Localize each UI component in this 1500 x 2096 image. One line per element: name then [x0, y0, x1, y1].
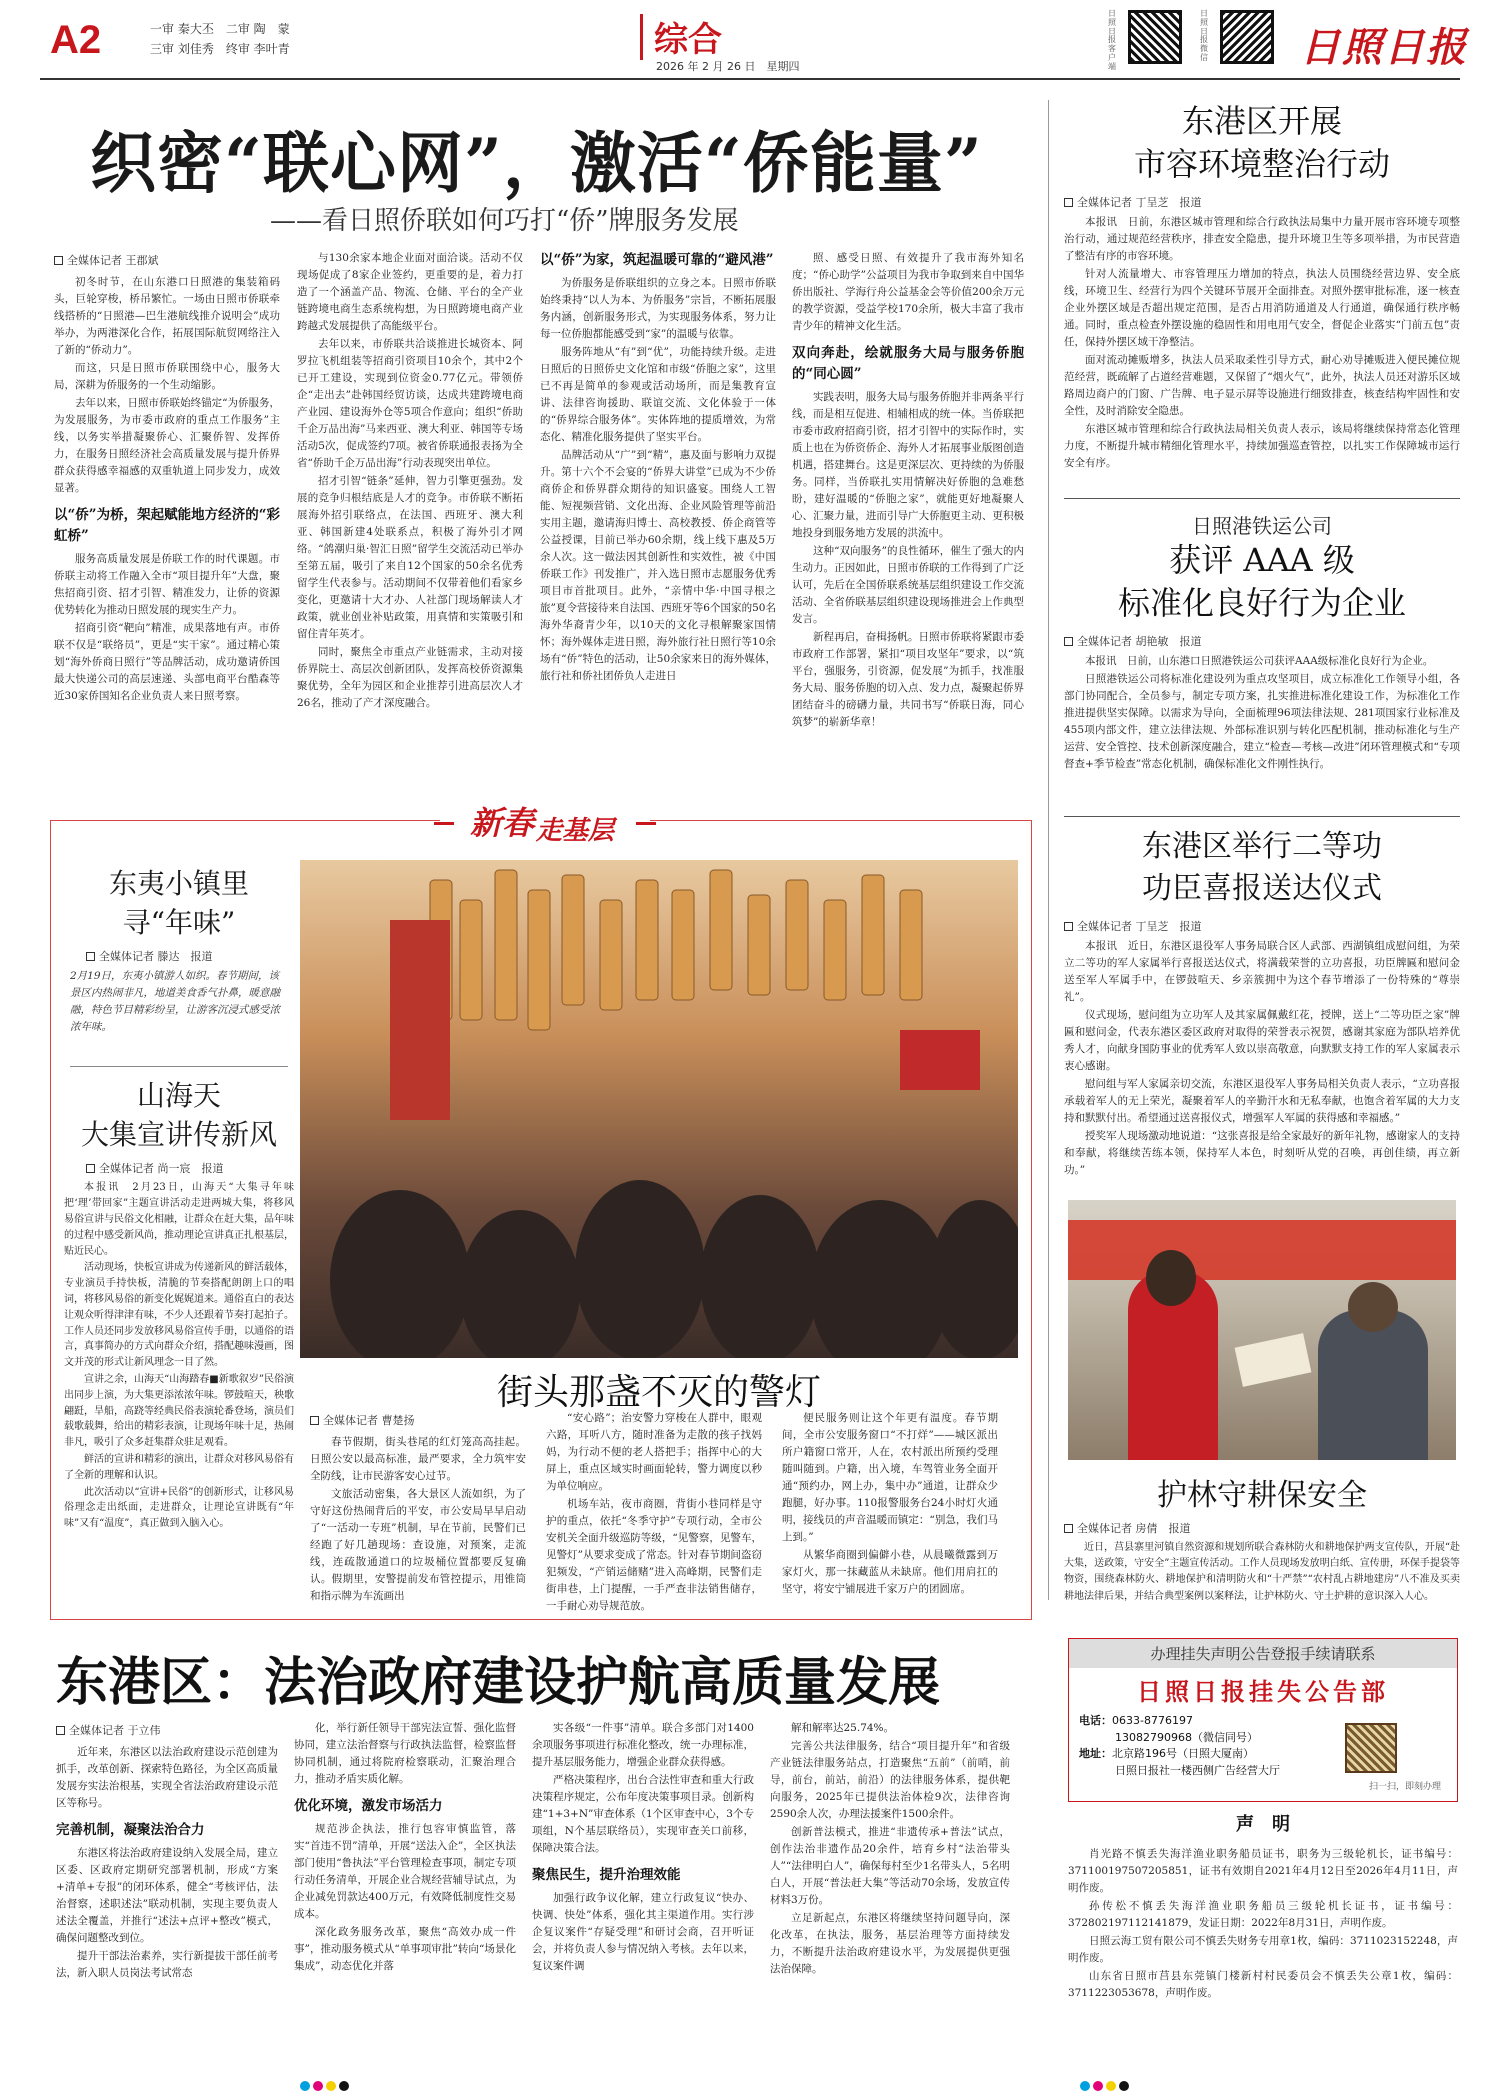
- right-mid-kicker: 日照港铁运公司: [1192, 514, 1332, 538]
- forest-fire-campaign-photo: [1068, 1200, 1456, 1460]
- bottom-col-4: 解和解率达25.74%。 完善公共法律服务，结合“项目提升年”和省级产业链法律服务站点，打造聚焦“五前”（前哨，前导，前台，前站，前沿）的法律服务体系，提供靶向服务，2025年已提供法治体检9次，法律咨询2590余人次，办理法援案件1500余件。 创新普法模式，推进“非遗传承+普法”试点，创作法治非遗作品20余件，培育乡村“法治带头人”“法律明白人”，确保每村至少1名带头人，5名明白人，开展“普法赶大集”等活动70余场，发放宣传材料3万份。 立足新起点，东港区将继续坚持问题导向，深化改革，在执法，服务，基层治理等方面持续发力，不断提升法治政府建设水平，为发展提供更强法治保障。: [770, 1722, 1010, 1975]
- story2-title-1: 山海天: [136, 1079, 221, 1112]
- editors-line-1: 一审 秦大丕 二审 陶 蒙: [150, 22, 290, 36]
- bottom-subhead-2: 优化环境，激发市场活力: [294, 1798, 443, 1814]
- ad-dept: 日照日报挂失公告部: [1137, 1678, 1389, 1706]
- bottom-col-3: 实各级“一件事”清单。联合多部门对1400余项服务事项进行标准化整改，统一办理标准，提升基层服务能力，增强企业群众获得感。 严格决策程序，出台合法性审查和重大行政决策程序规定，公布年度决策事项目录。创新构建“1+3+N”审查体系（1个区审查中心，3个专项组，N个基层联络员），实现审查关口前移，保障决策合法。 聚焦民生，提升治理效能 加强行政争议化解，建立行政复议“快办、快调、快处”体系，强化其主渠道作用。实行涉企复议案件“存疑受理”和研讨会商，召开听证会，并将负责人参与情况纳入考核。去年以来，复议案件调: [532, 1722, 754, 1972]
- story1-title-2: 寻“年味”: [122, 906, 236, 940]
- header-divider: [640, 14, 643, 60]
- story3-col-3: 便民服务则让这个年更有温度。春节期间，全市公安服务窗口“不打烊”——城区派出所户籍窗口常开，人在，农村派出所预约受理随叫随到。户籍，出入境，车驾管业务全面开通“预约办，网上办，集中办”通道，让群众少跑腿，好办事。110报警服务台24小时灯火通明，接线员的声音温暖而镇定：“别急，我们马上到。” 从繁华商圈到偏僻小巷，从晨曦微露到万家灯火，那一抹藏蓝从未缺席。他们用肩扛的坚守，将安宁铺展进千家万户的团圆席。: [782, 1412, 998, 1595]
- story1-divider: [70, 1066, 288, 1067]
- column-divider: [1048, 100, 1049, 1600]
- qr-label-wechat: 日照日报微信: [1200, 9, 1208, 62]
- lead-subhead-3: 双向奔赴，绘就服务大局与服务侨胞的“同心圆”: [792, 345, 1024, 382]
- notice-list: 肖光路不慎丢失海洋渔业职务船员证书，职务为三级轮机长，证书编号：371100197507205851，证书有效期自2021年4月12日至2026年4月11日，声明作废。 孙传松不慎丢失海洋渔业职务船员三级轮机长证书，证书编号：372802197112141879，发证日期：2022年8月31日，声明作废。 日照云海工贸有限公司不慎丢失财务专用章1枚，编码：3711023152248，声明作废。 山东省日照市莒县东莞镇门楼新村村民委员会不慎丢失公章1枚，编码：3711223053678，声明作废。: [1068, 1848, 1458, 1999]
- right-top-title-2: 市容环境整治行动: [1133, 145, 1390, 184]
- photo-person-right-head: [1348, 1282, 1398, 1332]
- lead-subtitle: ——看日照侨联如何巧打“侨”牌服务发展: [270, 206, 739, 236]
- bottom-col-2: 化，举行新任领导干部宪法宣誓、强化监督协同，建立法治督察与行政执法监督，检察监督协同机制，通过将院府检察联动，汇聚治理合力，推动矛盾实质化解。 优化环境，激发市场活力 规范涉企执法，推行包容审慎监管，落实“首违不罚”清单，开展“送法入企”，全区执法部门使用“鲁执法”平台管理检查事项，制定专项行动任务清单，开展企业合规经营辅导试点，为企业减免罚款达400万元，有效降低制度性交易成本。 深化政务服务改革，聚焦“高效办成一件事”，推动服务模式从“单事项审批”转向“场景化集成”，动态优化并落: [294, 1722, 516, 1972]
- right-bot-article: 东港区举行二等功 功臣喜报送达仪式 全媒体记者 丁呈芝 报道 本报讯 近日，东港区退役军人事务局联合区人武部、西湖镇组成慰问组，为荣立二等功的军人家属举行喜报送达仪式，将满载荣誉的立功喜报，功臣牌匾和慰问金送至军人军属手中，在锣鼓喧天、乡亲簇拥中为这个春节增添了一份特殊的“尊崇礼”。 仪式现场，慰问组为立功军人及其家属佩戴红花，授牌，送上“二等功臣之家”牌匾和慰问金，代表东港区委区政府对取得的荣誉表示祝贺，感谢其家庭为部队培养优秀人才，向献身国防事业的优秀军人致以崇高敬意，向默默支持工作的军人家属表示衷心感谢。 慰问组与军人家属亲切交流，东港区退役军人事务局相关负责人表示，“立功喜报承载着军人的无上荣光，凝聚着军人的辛勤汗水和无私奉献，也饱含着军属的大力支持和默默付出。希望通过送喜报仪式，增强军人军属的获得感和幸福感。” 授奖军人现场激动地说道：“这张喜报是给全家最好的新年礼物，感谢家人的支持和奉献，将继续苦练本领，保持军人本色，时刻听从党的召唤，再创佳绩，再立新功。”: [1064, 826, 1460, 1180]
- right-top-article: 东港区开展 市容环境整治行动 全媒体记者 丁呈芝 报道 本报讯 日前，东港区城市管理和综合行政执法局集中力量开展市容环境专项整治行动，通过规范经营秩序，排查安全隐患，提升环境卫生等多项举措，为市民营造了整洁有序的市容环境。 针对人流量增大、市容管理压力增加的特点，执法人员围绕经营边界、安全底线，环境卫生、经营行为四个关键环节展开全面排查。对照外摆审批标准，逐一核查企业外摆区域是否超出规定范围，是否占用消防通道及人行通道，确保通行秩序畅通。同时，重点检查外摆设施的稳固性和用电用气安全，督促企业落实“门前五包”责任，保持外摆区域干净整洁。 面对流动摊贩增多，执法人员采取柔性引导方式，耐心劝导摊贩进入便民摊位规范经营，既疏解了占道经营难题，又保留了“烟火气”，此外，执法人员还对游乐区域路周边商户的门窗、广告牌、电子显示屏等设施进行细致排查，核查结构牢固性和安全性，及时消除安全隐患。 东港区城市管理和综合行政执法局相关负责人表示，该局将继续保持常态化管理力度，不断提升城市精细化管理水平，持续加强巡查管控，以扎实工作保障城市运行安全有序。: [1064, 102, 1460, 470]
- page-number: A2: [50, 18, 102, 62]
- right-mid-title-1: 获评 AAA 级: [1169, 541, 1355, 579]
- right-divider-2: [1064, 816, 1460, 817]
- right-top-title-1: 东港区开展: [1181, 102, 1342, 140]
- masthead-logo: 日照日报: [1300, 24, 1468, 71]
- qr-code-app[interactable]: [1128, 10, 1182, 64]
- story1-title-1: 东夷小镇里: [108, 867, 249, 900]
- qr-code-wechat[interactable]: [1220, 10, 1274, 64]
- story1-caption: 2月19日，东夷小镇游人如织。春节期间，该景区内热闹非凡，地道美食香气扑鼻，暖意融融，特色节目精彩纷呈，让游客沉浸式感受浓浓年味。: [70, 970, 280, 1033]
- lead-column-1: 全媒体记者 王郡斌 初冬时节，在山东港口日照港的集装箱码头，巨轮穿梭，桥吊繁忙。一场由日照市侨联牵线搭桥的“日照港—巴生港航线推介说明会”成功举办，为两港深化合作，拓展国际航贸网络注入了新的“侨动力”。 而这，只是日照市侨联围绕中心，服务大局，深耕为侨服务的一个生动缩影。 去年以来，日照市侨联始终锚定“为侨服务，为发展服务，为市委市政府的重点工作服务”主线，以务实举措凝聚侨心、汇聚侨智、发挥侨力，在服务日照经济社会高质量发展与提升侨界群众获得感幸福感的双重轨道上同步发力，成效显著。 以“侨”为桥，架起赋能地方经济的“彩虹桥” 服务高质量发展是侨联工作的时代课题。市侨联主动将工作融入全市“项目提升年”大盘，聚焦招商引资、招才引智、精准发力，让侨的资源优势转化为推动日照发展的现实生产力。 招商引资“靶向”精准，成果落地有声。市侨联不仅是“联络员”，更是“实干家”。通过精心策划“海外侨商日照行”等品牌活动，成功邀请侨国最大快递公司的高层速递、头部电商平台酷森等近30家侨国知名企业负责人来日照考察。: [54, 254, 280, 702]
- right-divider-1: [1064, 498, 1460, 499]
- banner-left-rule: [434, 822, 454, 825]
- ad-qr-code[interactable]: [1345, 1723, 1397, 1773]
- ad-scan-text: 扫一扫，即刻办理: [1369, 1782, 1442, 1792]
- lead-byline: 全媒体记者 王郡斌: [67, 254, 159, 267]
- photo-leaflet: [1235, 1333, 1312, 1387]
- lantern-strings: [300, 860, 1018, 1358]
- bottom-col-1: 全媒体记者 于立伟 近年来，东港区以法治政府建设示范创建为抓手，改革创新、探索特色路径，为全区高质量发展夯实法治根基，实现全省法治政府建设示范区等称号。 完善机制，凝聚法治合力 东港区将法治政府建设纳入发展全局，建立区委、区政府定期研究部署机制，形成“方案+清单+专报”的闭环体系，健全“考核评估，法治督察，述职述法”联动机制，实现主要负责人述法全覆盖，并推行“述法+点评+整改”模式，确保问题整改到位。 提升干部法治素养，实行新提拔干部任前考法，新入职人员岗法考试常态: [56, 1724, 278, 1979]
- photo-banner: [1068, 1220, 1456, 1280]
- lead-column-4: 照、感受日照、有效提升了我市海外知名度；“侨心助学”公益项目为我市争取到来自中国华侨出版社、学海行舟公益基金会等价值200余万元的教学资源，受益学校170余所，极大丰富了我市青少年的精神文化生活。 双向奔赴，绘就服务大局与服务侨胞的“同心圆” 实践表明，服务大局与服务侨胞并非两条平行线，而是相互促进、相辅相成的统一体。当侨联把市委市政府招商引资，招才引智中的实际作时，实质上也在为侨资侨企、海外人才拓展事业版图创造机遇，搭建舞台。这是更深层次、更持续的为侨服务。同样，当侨联扎实用情解决好侨胞的急难愁盼，建好温暖的“侨胞之家”，就能更好地凝聚人心、汇聚力量，进而引导广大侨胞更主动、更积极地投身到服务地方发展的洪流中。 这种“双向服务”的良性循环，催生了强大的内生动力。正因如此，日照市侨联的工作得到了广泛认可，先后在全国侨联系统基层组织建设工作交流活动、全省侨联基层组织建设现场推进会上作典型发言。 新程再启，奋楫扬帆。日照市侨联将紧跟市委市政府工作部署，紧扣“项目攻坚年”要求，以“筑平台，强服务，引资源，促发展”为抓手，找准服务大局、服务侨胞的切入点、发力点，凝聚起侨界团结奋斗的磅礴力量，共同书写“侨联日海，同心筑梦”的崭新华章！: [792, 252, 1024, 728]
- forest-article: 护林守耕保安全 全媒体记者 房倩 报道 近日，莒县寨里河镇自然资源和规划所联合森林防火和耕地保护两支宣传队，开展“赴大集，送政策，守安全”主题宣传活动。工作人员现场发放明白纸、宣传册，环保手提袋等物资，围绕森林防火、耕地保护和清明防火和“十严禁”“农村乱占耕地建房”八不准及买卖耕地法律后果，并结合典型案例以案释法，让护林防火、守土护耕的意识深入人心。: [1064, 1470, 1460, 1606]
- right-bot-title-2: 功臣喜报送达仪式: [1142, 871, 1382, 906]
- banner-right-rule: [636, 822, 656, 825]
- section-name: 综合: [654, 20, 722, 60]
- color-registration-marks: [300, 2076, 390, 2086]
- photo-person-left-head: [1146, 1250, 1196, 1306]
- banner-word-2: 走基层: [536, 816, 615, 846]
- lead-title: 织密“联心网”，激活“侨能量”: [90, 124, 983, 202]
- story2-title-2: 大集宣讲传新风: [80, 1118, 277, 1152]
- lead-column-2: 与130余家本地企业面对面洽谈。活动不仅现场促成了8家企业签约，更重要的是，着力打造了一个涵盖产品、物流、仓储、平台的全产业链跨境电商生态系统构想，为日照跨境电商产业跨越式发展提供了高能级平台。 去年以来，市侨联共洽谈推进长城资本、阿罗拉飞机组装等招商引资项目10余个，其中2个已开工建设，实现到位资金0.77亿元。带领侨企“走出去”赴韩国经贸访谈，达成共建跨境电商产业园、建设海外仓等5项合作意向；组织“侨助千企万品出海”马来西亚、澳大利亚、韩国等专场活动5次，促成签约7项。被省侨联通报表扬为全省“侨助千企万品出海”行动表现突出单位。 招才引智“链条”延伸，智力引擎更强劲。发展的竞争归根结底是人才的竞争。市侨联不断拓展海外招引联络点，在法国、西班牙、澳大利亚、韩国新建4处联系点，积极了海外引才网络。“鸽潮归巢·智汇日照”留学生交流活动已举办至第五届，吸引了来自12个国家的50余名优秀留学生代表参与。活动期间不仅带着他们看家乡变化，更邀请十大才办、人社部门现场解读人才政策，就业创业补贴政策，用真情和实策吸引和留住青年英才。 同时，聚焦全市重点产业链需求，主动对接侨界院士、高层次创新团队，发挥高校侨资源集聚优势，全年为园区和企业推荐引进高层次人才26名，推动了产才深度融合。: [297, 252, 523, 709]
- header-rule: [40, 78, 1460, 80]
- bottom-subhead-3: 聚焦民生，提升治理效能: [532, 1867, 681, 1883]
- forest-title: 护林守耕保安全: [1157, 1478, 1367, 1513]
- bottom-title: 东港区：法治政府建设护航高质量发展: [56, 1652, 941, 1713]
- story3-col-1: 全媒体记者 曹楚扬 春节假期，街头巷尾的红灯笼高高挂起。日照公安以最高标准，最严要求，全力筑牢安全防线，让市民游客安心过节。 文旅活动密集，各大景区人流如织，为了守好这份热闹背后的平安，市公安局早早启动了“一活动一专班”机制，早在节前，民警们已经跑了好几趟现场：查设施，对预案，走流线，连疏散通道口的垃圾桶位置都要反复确认。假期里，安警提前发布管控提示，用锥筒和指示牌为车流画出: [310, 1414, 526, 1602]
- story3-title: 街头那盏不灭的警灯: [496, 1372, 821, 1413]
- feature-banner: [440, 796, 650, 848]
- photo-person-right: [1318, 1310, 1428, 1460]
- qr-label-app: 日照日报客户端: [1108, 9, 1116, 71]
- right-bot-title-1: 东港区举行二等功: [1142, 829, 1382, 864]
- right-mid-article: 日照港铁运公司 获评 AAA 级 标准化良好行为企业 全媒体记者 胡艳敏 报道 本报讯 日前，山东港口日照港铁运公司获评AAA级标准化良好行为企业。 日照港铁运公司将标准化建设列为重点攻坚项目，成立标准化工作领导小组，各部门协同配合，全员参与，制定专项方案，扎实推进标准化建设工作，为标准化工作推进提供坚实保障。以需求为导向，全面梳理96项法律法规、281项国家行业标准及455项内部文件，建立法律法规、外部标准识别与转化匹配机制，推动标准化与生产运营、安全管控、技术创新深度融合，建立“检查—考核—改进”闭环管理模式和“专项督查+季节检查”常态化机制，确保标准化文件刚性执行。: [1064, 510, 1460, 774]
- story1: 东夷小镇里 寻“年味” 全媒体记者 滕达 报道 2月19日，东夷小镇游人如织。春节期间，该景区内热闹非凡，地道美食香气扑鼻，暖意融融，特色节目精彩纷呈，让游客沉浸式感受浓浓年味。: [64, 864, 294, 1036]
- lost-notice-ad: [1068, 1638, 1458, 1802]
- bottom-subhead-1: 完善机制，凝聚法治合力: [56, 1821, 205, 1838]
- banner-word-1: 新春: [470, 804, 535, 842]
- ad-top-line: 办理挂失声明公告登报手续请联系: [1069, 1639, 1457, 1668]
- page-header: [0, 0, 1500, 80]
- notice-title: 声 明: [1236, 1814, 1290, 1835]
- lead-subhead-2: 以“侨”为家，筑起温暖可靠的“避风港”: [540, 252, 774, 268]
- street-market-photo: [300, 860, 1018, 1358]
- right-mid-title-2: 标准化良好行为企业: [1117, 584, 1406, 623]
- lead-column-3: 以“侨”为家，筑起温暖可靠的“避风港” 为侨服务是侨联组织的立身之本。日照市侨联始终秉持“以人为本、为侨服务”宗旨，不断拓展服务内涵，创新服务形式，为实现服务体系，努力让每一位侨胞都能感受到“家”的温暖与依靠。 服务阵地从“有”到“优”，功能持续升级。走进日照后的日照侨史文化馆和市级“侨胞之家”，这里已不再是简单的参观或活动场所，而是集教育宣讲、法律咨询援助、联谊交流、文化体验于一体的“侨界综合服务体”。实体阵地的提质增效，为常态化、精准化服务提供了坚实平台。 品牌活动从“广”到“精”，惠及面与影响力双提升。第十六个不会宴的“侨界大讲堂”已成为不少侨商侨企和侨界群众期待的知识盛宴。围绕人工智能、短视频营销、文化出海、企业风险管理等前沿实用主题，邀请海归博士、高校教授、侨企商管等公益授课，目前已举办60余期，线上线下惠及5万余人次。这一做法因其创新性和实效性，被《中国侨联工作》刊发推广，并入选日照市志愿服务优秀项目市首批项目。此外，“亲情中华·中国寻根之旅”夏令营接待来自法国、西班牙等6个国家的50名海外华裔青少年，以10天的文化寻根解聚家国情怀；海外媒体走进日照，海外旅行社日照行等10余场有“侨”特色的活动，让50余家来日的海外媒体，旅行社和侨社团侨负人走进日: [540, 252, 776, 682]
- editors-line-2: 三审 刘佳秀 终审 李叶青: [150, 42, 290, 56]
- story3-col-2: “安心路”；治安警力穿梭在人群中，眼观六路，耳听八方，随时准备为走散的孩子找妈妈，为行动不便的老人搭把手；指挥中心的大屏上，重点区域实时画面轮转，警力调度以秒为单位响应。 机场车站，夜市商圈，背街小巷同样是守护的重点，依托“冬季守护”专项行动，全市公安机关全面升级巡防等级，“见警察，见警车，见警灯”从要求变成了常态。针对春节期间盗窃犯频发，“产销运储赌”进入高峰期，民警们走街串巷，上门提醒，一手严查非法销售储存，一手耐心劝导规范放。: [546, 1412, 762, 1612]
- ad-contact: 电话：0633-8776197 13082790968（微信同号） 地址：北京路196号（日照大厦南） 日照日报社一楼西侧广告经营大厅: [1079, 1714, 1280, 1777]
- story2: 山海天 大集宣讲传新风 全媒体记者 尚一宸 报道 本报讯 2月23日，山海天“大集寻年味把‘理’带回家”主题宣讲活动走进两城大集，将移风易俗宣讲与民俗文化相融，让群众在赶大集，品年味的过程中感受新风尚，推动理论宣讲真正扎根基层，贴近民心。 活动现场，快板宣讲成为传递新风的鲜活载体，专业演员手持快板，清脆的节奏搭配朗朗上口的唱词，将移风易俗的新变化娓娓道来。通俗直白的表达让观众听得津津有味，不少人还跟着节奏打起拍子。工作人员还同步发放移风易俗宣传手册，以通俗的语言，真事简办的方式向群众介绍，搭配趣味漫画，图文并茂的形式让新风理念一目了然。 宣讲之余，山海天“山海踏春■新歌叙岁”民俗演出同步上演，为大集更添浓浓年味。锣鼓喧天，秧歌翩跹，旱船，高跷等经典民俗表演轮番登场，演员们载歌载舞，给出的精彩表演，让现场年味十足，热闹非凡，吸引了众多赶集群众驻足观看。 鲜活的宣讲和精彩的演出，让群众对移风易俗有了全新的理解和认识。 此次活动以“宣讲+民俗”的创新形式，让移风易俗理念走出纸面，走进群众，让理论宣讲既有“年味”又有“温度”，真正做到入脑入心。: [64, 1076, 294, 1533]
- issue-date: 2026 年 2 月 26 日 星期四: [656, 60, 800, 73]
- color-registration-marks-right: [1080, 2076, 1170, 2086]
- lead-subhead-1: 以“侨”为桥，架起赋能地方经济的“彩虹桥”: [54, 506, 280, 544]
